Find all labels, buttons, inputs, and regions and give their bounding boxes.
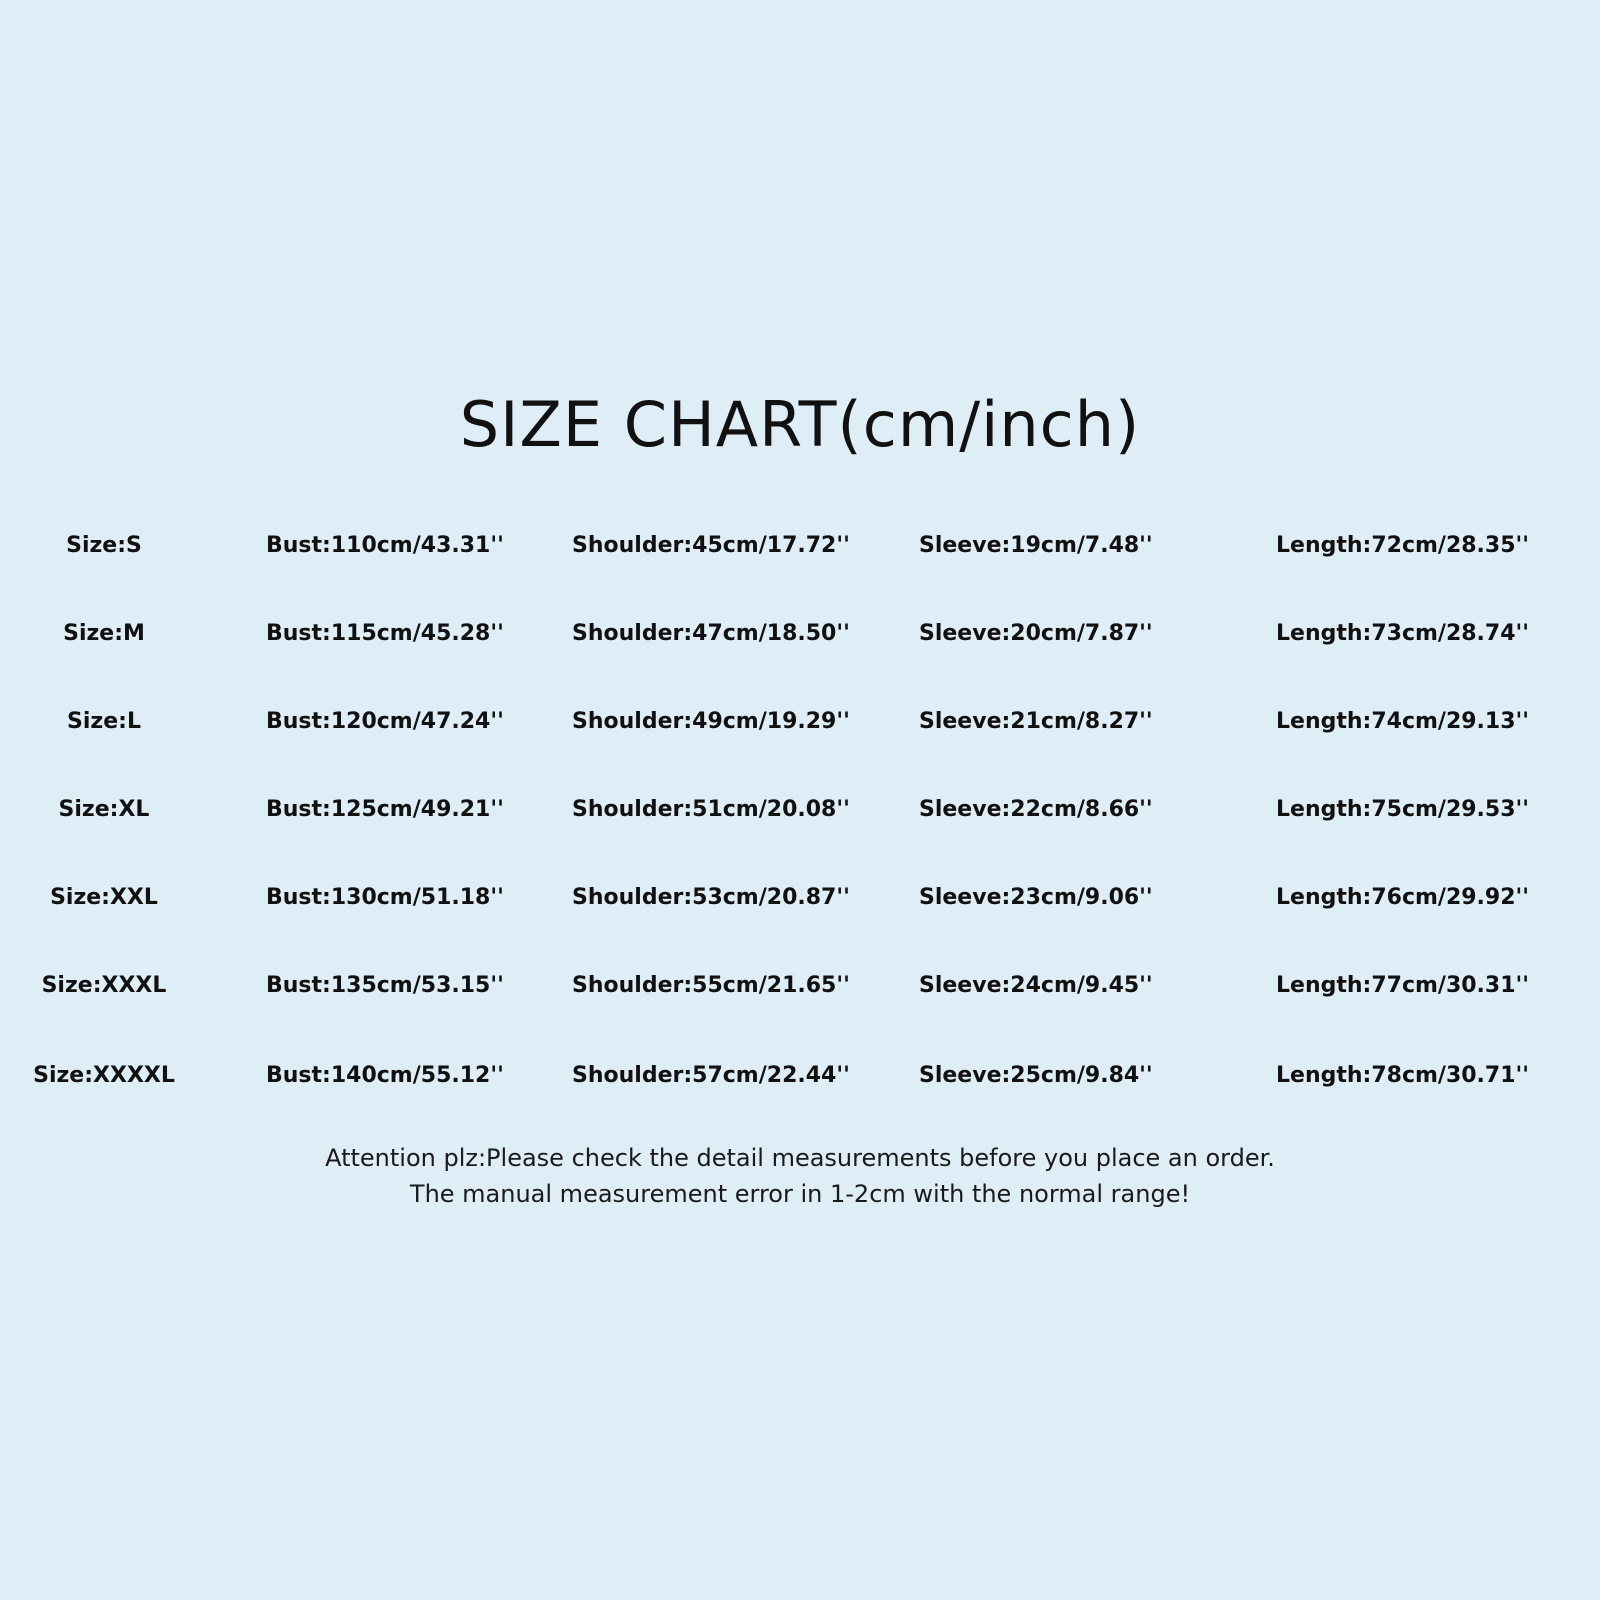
- table-row: [0, 1056, 1600, 1096]
- page-title: SIZE CHART(cm/inch): [459, 388, 1141, 461]
- bust-cell: Bust:130cm/51.18'': [266, 885, 504, 910]
- bust-cell: Bust:140cm/55.12'': [266, 1063, 504, 1088]
- sleeve-cell: Sleeve:21cm/8.27'': [919, 709, 1153, 734]
- sleeve-cell: Sleeve:22cm/8.66'': [919, 797, 1153, 822]
- length-cell: Length:75cm/29.53'': [1276, 797, 1529, 822]
- sleeve-cell: Sleeve:23cm/9.06'': [919, 885, 1153, 910]
- shoulder-cell: Shoulder:53cm/20.87'': [572, 885, 850, 910]
- length-cell: Length:72cm/28.35'': [1276, 533, 1529, 558]
- sleeve-cell: Sleeve:25cm/9.84'': [919, 1063, 1153, 1088]
- table-row: [0, 702, 1600, 742]
- size-cell: Size:XL: [58, 797, 150, 822]
- length-cell: Length:78cm/30.71'': [1276, 1063, 1529, 1088]
- table-row: [0, 790, 1600, 830]
- size-cell: Size:XXXL: [41, 973, 167, 998]
- table-row: [0, 878, 1600, 918]
- shoulder-cell: Shoulder:45cm/17.72'': [572, 533, 850, 558]
- length-cell: Length:74cm/29.13'': [1276, 709, 1529, 734]
- size-cell: Size:L: [67, 709, 141, 734]
- shoulder-cell: Shoulder:49cm/19.29'': [572, 709, 850, 734]
- bust-cell: Bust:110cm/43.31'': [266, 533, 504, 558]
- length-cell: Length:76cm/29.92'': [1276, 885, 1529, 910]
- size-cell: Size:XXL: [50, 885, 158, 910]
- size-cell: Size:M: [63, 621, 145, 646]
- length-cell: Length:77cm/30.31'': [1276, 973, 1529, 998]
- bust-cell: Bust:115cm/45.28'': [266, 621, 504, 646]
- bust-cell: Bust:135cm/53.15'': [266, 973, 504, 998]
- measurement-error-note: The manual measurement error in 1-2cm with the normal range!: [409, 1180, 1191, 1208]
- size-cell: Size:XXXXL: [33, 1063, 175, 1088]
- sleeve-cell: Sleeve:24cm/9.45'': [919, 973, 1153, 998]
- sleeve-cell: Sleeve:19cm/7.48'': [919, 533, 1153, 558]
- table-row: [0, 966, 1600, 1006]
- table-row: [0, 614, 1600, 654]
- shoulder-cell: Shoulder:55cm/21.65'': [572, 973, 850, 998]
- shoulder-cell: Shoulder:51cm/20.08'': [572, 797, 850, 822]
- length-cell: Length:73cm/28.74'': [1276, 621, 1529, 646]
- sleeve-cell: Sleeve:20cm/7.87'': [919, 621, 1153, 646]
- attention-note: Attention plz:Please check the detail measurements before you place an order.: [325, 1144, 1275, 1172]
- size-cell: Size:S: [66, 533, 142, 558]
- shoulder-cell: Shoulder:47cm/18.50'': [572, 621, 850, 646]
- table-row: [0, 526, 1600, 566]
- bust-cell: Bust:120cm/47.24'': [266, 709, 504, 734]
- shoulder-cell: Shoulder:57cm/22.44'': [572, 1063, 850, 1088]
- bust-cell: Bust:125cm/49.21'': [266, 797, 504, 822]
